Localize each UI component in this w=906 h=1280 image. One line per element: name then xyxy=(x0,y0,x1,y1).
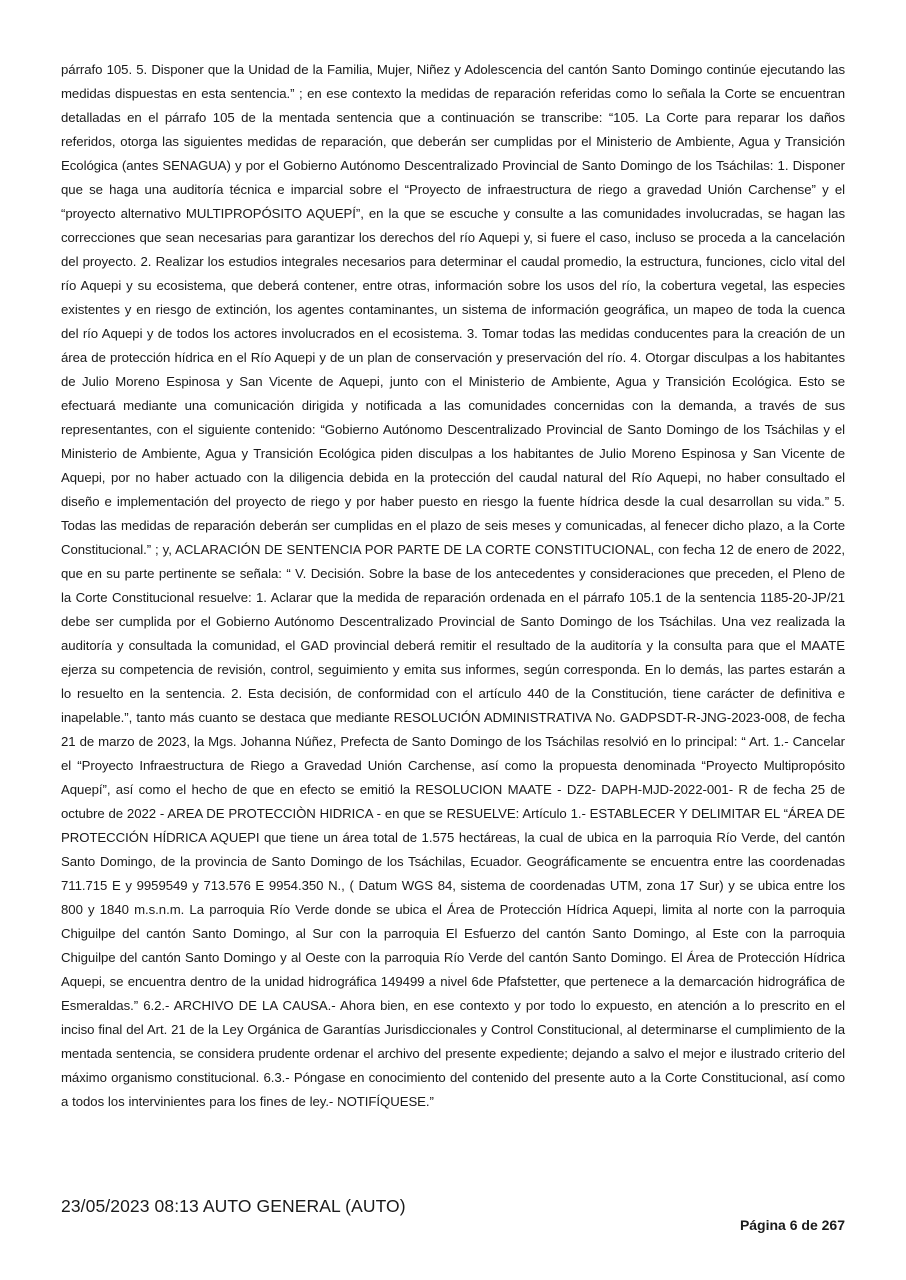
page-number: Página 6 de 267 xyxy=(739,1217,845,1233)
body-paragraph: párrafo 105. 5. Disponer que la Unidad de la Familia, Mujer, Niñez y Adolescencia del cantón Santo Domingo continúe ejecutando las medidas dispuestas en esta sentencia.” ; en ese contexto la medidas de reparación referidas como lo señala la Corte se encuentran detalladas en el párrafo 105 de la mentada sentencia que a continuación se transcribe: “105. La Corte para reparar los daños referidos, otorga las siguientes medidas de reparación, que deberán ser cumplidas por el Ministerio de Ambiente, Agua y Transición Ecológica (antes SENAGUA) y por el Gobierno Autónomo Descentralizado Provincial de Santo Domingo de los Tsáchilas: 1. Disponer que se haga una auditoría técnica e imparcial sobre el “Proyecto de infraestructura de riego a gravedad Unión Carchense” y el “proyecto alternativo MULTIPROPÓSITO AQUEPÍ”, en la que se escuche y consulte a las comunidades involucradas, se hagan las correcciones que sean necesarias para garantizar los derechos del río Aquepi y, si fuere el caso, incluso se proceda a la cancelación del proyecto. 2. Realizar los estudios integrales necesarios para determinar el caudal promedio, la estructura, funciones, ciclo vital del río Aquepi y su ecosistema, que deberá contener, entre otras, información sobre los usos del río, la cobertura vegetal, las especies existentes y en riesgo de extinción, los agentes contaminantes, un sistema de información geográfica, un mapeo de toda la cuenca del río Aquepi y de todos los actores involucrados en el ecosistema. 3. Tomar todas las medidas conducentes para la creación de un área de protección hídrica en el Río Aquepi y de un plan de conservación y preservación del río. 4. Otorgar disculpas a los habitantes de Julio Moreno Espinosa y San Vicente de Aquepi, junto con el Ministerio de Ambiente, Agua y Transición Ecológica. Esto se efectuará mediante una comunicación dirigida y notificada a las comunidades concernidas con la demanda, a través de sus representantes, con el siguiente contenido: “Gobierno Autónomo Descentralizado Provincial de Santo Domingo de los Tsáchilas y el Ministerio de Ambiente, Agua y Transición Ecológica piden disculpas a los habitantes de Julio Moreno Espinosa y San Vicente de Aquepi, por no haber actuado con la diligencia debida en la protección del caudal natural del Río Aquepi, no haber consultado el diseño e implementación del proyecto de riego y por haber puesto en riesgo la fuente hídrica desde la cual desarrollan su vida.” 5. Todas las medidas de reparación deberán ser cumplidas en el plazo de seis meses y comunicadas, al fenecer dicho plazo, a la Corte Constitucional.” ; y, ACLARACIÓN DE SENTENCIA POR PARTE DE LA CORTE CONSTITUCIONAL, con fecha 12 de enero de 2022, que en su parte pertinente se señala: “ V. Decisión. Sobre la base de los antecedentes y consideraciones que preceden, el Pleno de la Corte Constitucional resuelve: 1. Aclarar que la medida de reparación ordenada en el párrafo 105.1 de la sentencia 1185-20-JP/21 debe ser cumplida por el Gobierno Autónomo Descentralizado Provincial de Santo Domingo de los Tsáchilas. Una vez realizada la auditoría y consultada la comunidad, el GAD provincial deberá remitir el resultado de la auditoría y la consulta para que el MAATE ejerza su competencia de revisión, control, seguimiento y emita sus informes, según corresponda. En lo demás, las partes estarán a lo resuelto en la sentencia. 2. Esta decisión, de conformidad con el artículo 440 de la Constitución, tiene carácter de definitiva e inapelable.”, tanto más cuanto se destaca que mediante RESOLUCIÓN ADMINISTRATIVA No. GADPSDT-R-JNG-2023-008, de fecha 21 de marzo de 2023, la Mgs. Johanna Núñez, Prefecta de Santo Domingo de los Tsáchilas resolvió en lo principal: “ Art. 1.- Cancelar el “Proyecto Infraestructura de Riego a Gravedad Unión Carchense, así como la propuesta denominada “Proyecto Multipropósito Aquepí”, así como el hecho de que en efecto se emitió la RESOLUCION MAATE - DZ2- DAPH-MJD-2022-001- R de fecha 25 de octubre de 2022 - AREA DE PROTECCIÒN HIDRICA - en que se RESUELVE: Artículo 1.- ESTABLECER Y DELIMITAR EL “ÁREA DE PROTECCIÓN HÍDRICA AQUEPI que tiene un área total de 1.575 hectáreas, la cual de ubica en la parroquia Río Verde, del cantón Santo Domingo, de la provincia de Santo Domingo de los Tsáchilas, Ecuador. Geográficamente se encuentra entre las coordenadas 711.715 E y 9959549 y 713.576 E 9954.350 N., ( Datum WGS 84, sistema de coordenadas UTM, zona 17 Sur) y se ubica entre los 800 y 1840 m.s.n.m. La parroquia Río Verde donde se ubica el Área de Protección Hídrica Aquepi, limita al norte con la parroquia Chiguilpe del cantón Santo Domingo, al Sur con la parroquia El Esfuerzo del cantón Santo Domingo, al Este con la parroquia Chiguilpe del cantón Santo Domingo y al Oeste con la parroquia Río Verde del cantón Santo Domingo. El Área de Protección Hídrica Aquepi, se encuentra dentro de la unidad hidrográfica 149499 a nivel 6de Pfafstetter, que pertenece a la demarcación hidrográfica de Esmeraldas.” 6.2.- ARCHIVO DE LA CAUSA.- Ahora bien, en ese contexto y por todo lo expuesto, en atención a lo prescrito en el inciso final del Art. 21 de la Ley Orgánica de Garantías Jurisdiccionales y Control Constitucional, al determinarse el cumplimiento de la mentada sentencia, se considera prudente ordenar el archivo del presente expediente; dejando a salvo el mejor e ilustrado criterio del máximo organismo constitucional. 6.3.- Póngase en conocimiento del contenido del presente auto a la Corte Constitucional, así como a todos los intervinientes para los fines de ley.- NOTIFÍQUESE.” xyxy=(61,62,845,1109)
entry-heading: 23/05/2023 08:13 AUTO GENERAL (AUTO) xyxy=(61,1196,406,1216)
